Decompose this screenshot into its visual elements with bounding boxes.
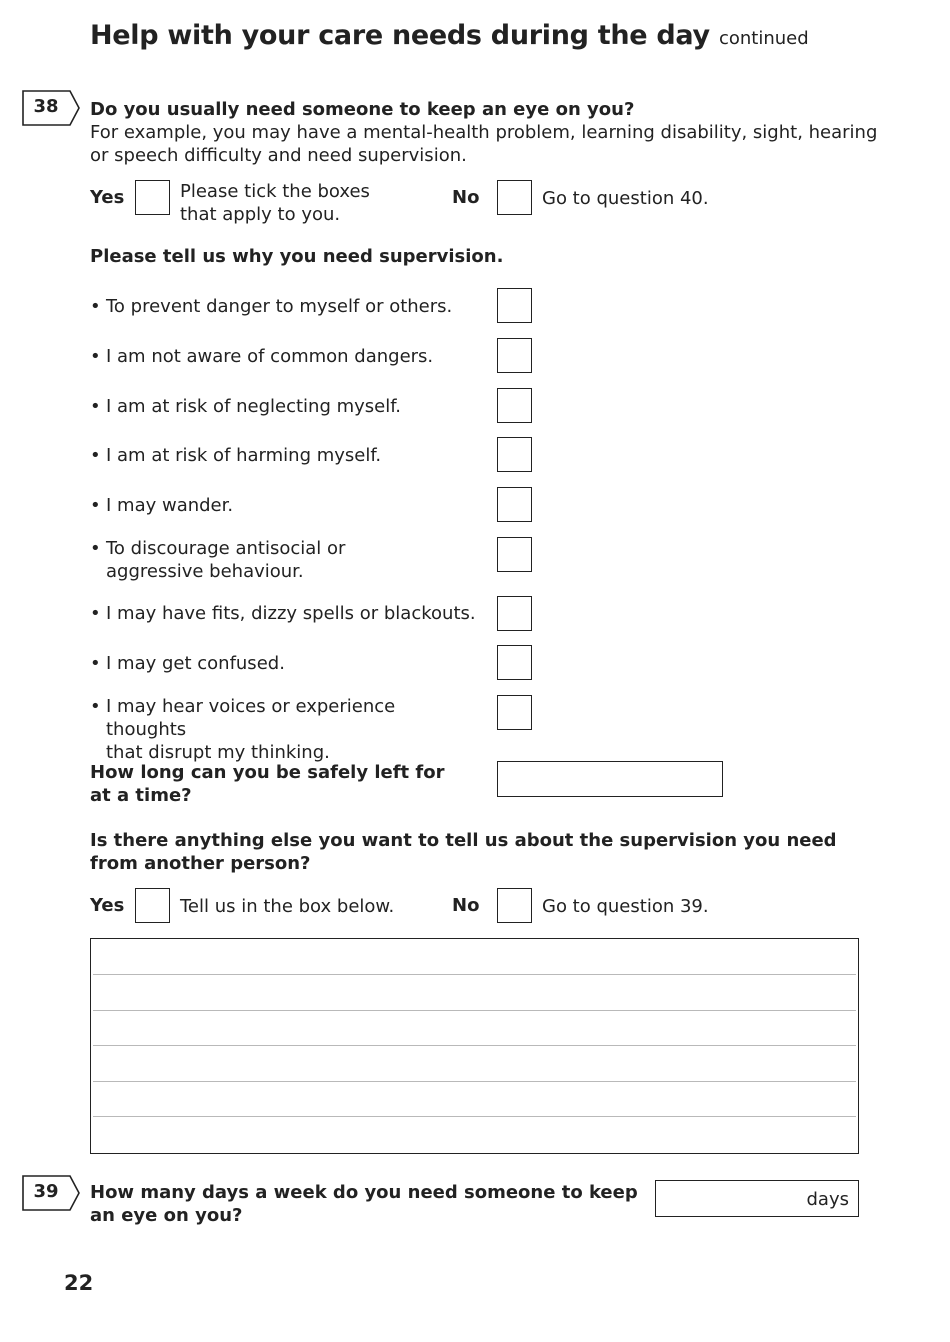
reason-item (90, 494, 480, 517)
reason-text: To prevent danger to myself or others. (106, 296, 453, 317)
question-number: 39 (33, 1181, 59, 1202)
question-38-help-line1: For example, you may have a mental-health problem, learning disability, sight, hearing (90, 122, 878, 143)
continued-label: continued (718, 28, 809, 49)
reason-text-line2: aggressive behaviour. (106, 561, 304, 582)
reason-item (90, 395, 480, 418)
reason-checkbox[interactable] (497, 596, 532, 631)
days-input[interactable] (655, 1180, 859, 1217)
reason-item (90, 695, 480, 764)
page-number: 22 (64, 1271, 94, 1295)
reason-text-line1: To discourage antisocial or (106, 538, 346, 559)
no-note: Go to question 39. (542, 896, 709, 917)
yes-checkbox[interactable] (135, 888, 170, 923)
bullet-dot: • (90, 296, 101, 317)
ruled-line (93, 1010, 856, 1011)
reason-item (90, 345, 480, 368)
question-number: 38 (33, 96, 59, 117)
reason-item (90, 602, 480, 625)
reason-text: I am not aware of common dangers. (106, 346, 434, 367)
yes-note-line2: that apply to you. (180, 204, 341, 225)
reason-item (90, 444, 480, 467)
reason-checkbox[interactable] (497, 487, 532, 522)
reason-text: I am at risk of neglecting myself. (106, 396, 402, 417)
reason-text: I may wander. (106, 495, 234, 516)
reason-checkbox[interactable] (497, 338, 532, 373)
question-39-badge (22, 1175, 80, 1211)
yes-label: Yes (90, 895, 125, 916)
no-note: Go to question 40. (542, 188, 709, 209)
left-alone-question-line2: at a time? (90, 785, 192, 806)
reason-text: I may have fits, dizzy spells or blackouts. (106, 603, 476, 624)
reason-text: I am at risk of harming myself. (106, 445, 382, 466)
bullet-dot: • (90, 396, 101, 417)
bullet-dot: • (90, 495, 101, 516)
reason-item (90, 652, 480, 675)
reason-text: I may get confused. (106, 653, 285, 674)
ruled-line (93, 1116, 856, 1117)
bullet-dot: • (90, 346, 101, 367)
yes-note: Tell us in the box below. (180, 896, 395, 917)
days-unit-label: days (806, 1189, 849, 1210)
question-39-text-line1: How many days a week do you need someone to keep (90, 1182, 638, 1203)
no-checkbox[interactable] (497, 888, 532, 923)
bullet-dot: • (90, 603, 101, 624)
reason-checkbox[interactable] (497, 645, 532, 680)
bullet-dot: • (90, 653, 101, 674)
question-38-badge (22, 90, 80, 126)
page-title (90, 20, 809, 51)
yes-checkbox[interactable] (135, 180, 170, 215)
question-38-help-line2: or speech difficulty and need supervision. (90, 145, 467, 166)
yes-note-line1: Please tick the boxes (180, 181, 370, 202)
reason-checkbox[interactable] (497, 437, 532, 472)
question-39-text-line2: an eye on you? (90, 1205, 243, 1226)
reason-checkbox[interactable] (497, 537, 532, 572)
anything-else-question-line1: Is there anything else you want to tell us about the supervision you need (90, 830, 837, 851)
question-38-text: Do you usually need someone to keep an eye on you? (90, 99, 635, 120)
reason-text-line2: that disrupt my thinking. (106, 742, 330, 763)
no-checkbox[interactable] (497, 180, 532, 215)
left-alone-input[interactable] (497, 761, 723, 797)
reason-checkbox[interactable] (497, 288, 532, 323)
anything-else-question-line2: from another person? (90, 853, 311, 874)
bullet-dot: • (90, 538, 101, 559)
ruled-line (93, 1081, 856, 1082)
ruled-line (93, 1045, 856, 1046)
reason-checkbox[interactable] (497, 388, 532, 423)
left-alone-question-line1: How long can you be safely left for (90, 762, 445, 783)
no-label: No (452, 187, 480, 208)
bullet-dot: • (90, 696, 101, 717)
reason-checkbox[interactable] (497, 695, 532, 730)
page-title-text: Help with your care needs during the day (90, 20, 710, 51)
yes-label: Yes (90, 187, 125, 208)
bullet-dot: • (90, 445, 101, 466)
reason-text-line1: I may hear voices or experience thoughts (106, 696, 396, 740)
no-label: No (452, 895, 480, 916)
ruled-line (93, 974, 856, 975)
reason-item (90, 537, 480, 583)
supervision-details-textbox[interactable] (90, 938, 859, 1154)
reasons-heading: Please tell us why you need supervision. (90, 246, 504, 267)
reason-item (90, 295, 480, 318)
